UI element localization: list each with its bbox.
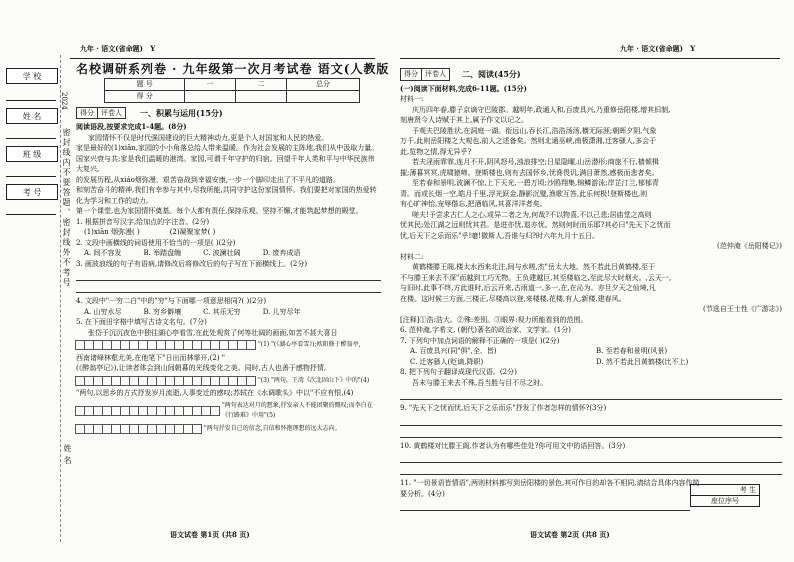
q5-text-line: "两句抒发自己的信念,自信和怀抱理想的远大志向。 [204, 424, 341, 432]
year-mark: 2024 [60, 92, 68, 110]
page1-column [76, 62, 390, 436]
class-field-line [6, 176, 56, 177]
passage-line: 嗟夫!予尝求古仁人之心,或异二者之为,何哉?不以物喜,不以己悲;居庙堂之高则 [412, 210, 652, 219]
page2-header: 九年 · 语文(省命题) Y [620, 44, 696, 53]
passage-line: 至若春和景明,波澜不惊,上下天光,一碧万顷;沙鸥翔集,锦鳞游泳;岸芷汀兰,郁郁青 [412, 179, 659, 187]
annotation-notes: [注释]①浩:浩大。②殊:差别。③眼界:视力所能看到的范围。 [400, 315, 588, 324]
grader-name-label: 评卷人 [425, 70, 446, 78]
q2-option[interactable]: A. 间不容发 [84, 249, 122, 257]
score-table-header: 一 [185, 78, 236, 90]
q8-sentence: 吾未与滕王来去不殊,吾当胜与目不尽之时。 [412, 378, 548, 387]
page1-title: 名校调研系列卷 · 九年级第一次月考试卷 语文(人教版 [76, 62, 390, 76]
passage2-line: 与旧时,此事不终,方此谁时,后云开来,古雨道一,多一,在,在沁为。亦旦夕天之仙境,凡 [400, 284, 656, 292]
passage-line: 忧,后天下之乐而乐"乎!噫!微斯人,吾谁与归?时六年九月十五日。 [400, 231, 600, 240]
seal-line-text: 密封线内不要答题、密封线外不考号 [62, 128, 71, 288]
score-table [104, 78, 360, 103]
passage-line: 此,览物之情,得无异乎? [400, 147, 472, 156]
question-9: 9. "先天下之忧而忧,后天下之乐而乐"抒发了作者怎样的情怀?(3分) [400, 404, 607, 412]
q5-answer-grid[interactable] [76, 406, 220, 416]
q8-answer-line[interactable] [400, 391, 782, 400]
page1-header: 九年 · 语文(省命题) Y [80, 44, 156, 53]
q10-answer-line[interactable] [400, 454, 782, 463]
grader-score-label: 得分 [401, 69, 422, 80]
q5-text-line: 张岱于沉沉夜色中独往湖心亭看雪,在此处观赏了何等壮阔的画面,如苦不甚大喜日 [88, 328, 338, 337]
q9-answer-line[interactable] [400, 417, 782, 426]
passage-line: 国家兴衰与共;家是我们温暖的港湾。家园,可谓千年守护的归宿。回望千年人类和平与中华民族伟大复兴, [76, 154, 375, 173]
passage-line: 万千,此则岳阳楼之大观也,前人之述备矣。然则北通巫峡,南极潇湘,迁客骚人,多会于 [400, 137, 657, 145]
q4-option[interactable]: D. 儿穷尽年 [262, 307, 301, 316]
binding-sidebar [6, 60, 58, 500]
q4-option[interactable]: B. 穷乡僻壤 [143, 307, 182, 316]
question-7: 7. 下列句中加点词语的解释不正确的一项是( )(2分) [400, 336, 560, 345]
q1-item[interactable]: (2)凝聚家梦( ) [169, 228, 216, 236]
name-field-label: 姓 名 [6, 108, 58, 124]
section1-intro: 阅读语段,按要求完成1-4题。(8分) [76, 122, 187, 131]
score-table-label: 得 分 [105, 90, 185, 102]
section2-subheading: (一)阅读下面材料,完成6-11题。(15分) [400, 83, 527, 93]
header-rule-right [400, 58, 780, 59]
q5-answer-grid[interactable] [76, 340, 256, 350]
passage-line: 家是最好的(1)xiān,家园的小小角落总给人带来温暖。作为社会发展的主阵地,我们从中汲取力量。 [76, 144, 379, 152]
q9-answer-line[interactable] [400, 429, 782, 438]
passage-line: 家园情怀不仅是时代强国建设的巨大精神动力,更是个人对国家和人民的热爱。 [88, 133, 329, 142]
name-field-line [6, 138, 56, 139]
name-vertical-label: 姓名 [63, 444, 72, 468]
grader-box [400, 68, 450, 81]
question-11: 11. "一切景语皆情语",两则材料都写到岳阳楼的景色,其可作目的却各不相同,请结合具体内容作简要分析。(4分) [400, 479, 700, 498]
grader-score-label: 得分 [77, 108, 98, 119]
question-5: 5. 在下面田字格中填写古诗文名句。(7分) [76, 318, 207, 326]
score-cell[interactable] [286, 90, 359, 102]
exam-number-label: 考 号 [6, 184, 58, 200]
q7-option[interactable]: A. 百废具兴(同"俱",全、皆) [410, 347, 497, 355]
passage-line: 有心旷神怡,宠辱偕忘,把酒临风,其喜洋洋者矣。 [400, 200, 547, 208]
question-4: 4. 文段中"一穷二白"中的"穷"与下面哪一项意思相同?( )(2分) [76, 297, 267, 305]
q4-option[interactable]: C. 其乐无穷 [203, 307, 241, 316]
material2-label: 材料二: [400, 252, 424, 261]
school-field-label: 学 校 [6, 68, 58, 84]
score-table-header: 二 [236, 78, 287, 90]
material1-label: 材料一: [400, 95, 424, 103]
section2-heading: 二、阅读(45分) [462, 69, 521, 79]
q11-answer-line[interactable] [400, 502, 690, 511]
q7-option[interactable]: D. 然不若此吕黄鹤楼(比不上) [596, 357, 689, 366]
q7-option[interactable]: B. 至若春和景明(风景) [596, 347, 668, 355]
seat-box-label: 座位序号 [711, 497, 739, 505]
q5-text-line: "(3) "两句。王湾《次北固山下》中的"(4) [258, 376, 370, 384]
q5-text-line: "两句,以思乡的方式抒发岁月流逝,人事变迁的感叹;苏轼在《水调歌头》中以"不应有恨,(4) [76, 389, 354, 397]
class-field-label: 班 级 [6, 146, 58, 162]
q2-option[interactable]: B. 举踏盘缠 [143, 249, 182, 257]
question-1: 1. 根据拼音写汉字,给加点的字注音。(2分) [76, 217, 210, 226]
question-8: 8. 把下列句子翻译成现代汉语。(2分) [400, 368, 517, 376]
q2-option[interactable]: D. 废弃成语 [262, 249, 301, 257]
passage-line: 若夫淫雨霏霏,连月不开,阴风怒号,浊浪排空;日星隐曜,山岳潜形;商旅不行,樯倾楫 [412, 158, 659, 166]
question-10: 10. 黄鹤楼对比滕王阁,作者认为有哪些佳处?你可用文中的语回答。(3分) [400, 441, 626, 450]
q5-text-line: "两句表达对月的想象,抒发亲人不能团聚的慨叹;而李白在《行路难》中用"(5) [222, 401, 373, 419]
q5-answer-grid[interactable] [76, 424, 202, 434]
grader-name-label: 评卷人 [101, 108, 122, 117]
page2-column [400, 68, 782, 514]
source2: (节选自王士性《广游志》) [703, 305, 782, 313]
q5-text-line: (《醉翁亭记》),让读者体会到山间朝暮的光线变化之美。同时,古人也善于感物抒情, [76, 364, 327, 372]
score-table-header: 总分 [286, 78, 359, 90]
passage-line: 和刻苦奋斗的精神,我们有幸参与其中,尽我所能,共同守护这份家国情怀。我们要把对家国的热爱转化为学习和工作的动力, [76, 186, 377, 205]
passage-line: 刻唐贤今人诗赋于其上,属予作文以记之。 [400, 116, 529, 124]
header-rule-left [70, 58, 375, 59]
q10-answer-line[interactable] [400, 466, 782, 475]
grader-box [76, 107, 126, 120]
exam-number-line [6, 214, 56, 215]
seat-number-box [690, 484, 760, 507]
passage2-line: 在楼。这时候三方面,三楼正,尽楼高以登,来楼楼,花楼,有人,新楼,建春风。 [400, 294, 626, 303]
passage-line: 庆历四年春,滕子京谪守巴陵郡。越明年,政通人和,百废具兴,乃重修岳阳楼,增其旧制, [412, 105, 671, 114]
passage-line: 忧其民;处江湖之远则忧其君。是进亦忧,退亦忧。然则何时而乐耶?其必曰"先天下之忧而 [400, 221, 671, 229]
question-3: 3. 画波浪线的句子有语病,请修改后将修改后的句子写在下面横线上。(2分) [76, 259, 308, 268]
passage-line: 第一个课堂,也为家国情怀奠基。每个人都有责任,保持乐观、坚持不懈,才能筑起梦想的殿堂。 [76, 207, 363, 215]
q1-item[interactable]: (1)xiān 烟弥漫( ) [84, 228, 140, 236]
q7-option[interactable]: C. 迁客骚人(贬谪,降职) [410, 357, 484, 366]
q5-text-line: 西南诸峰林壑尤美,在他笔下"日出而林霏开,(2) " [76, 353, 226, 362]
passage-line: 的发展历程,从xiáo烟弥漫、艰苦奋战到幸福安康,一步一个脚印走出了不平凡的道路。 [76, 175, 341, 184]
q5-answer-grid[interactable] [76, 376, 256, 386]
q5-text-line: "(1) "(《湖心亭看雪》);欧阳修于醉翁亭, [258, 341, 361, 348]
question-6: 6. 范仲淹,字希文, (朝代)著名的政治家、文学家。(1分) [400, 326, 571, 334]
passage-line: 摧;薄暮冥冥,虎啸猿啼。登斯楼也,则有去国怀乡,忧谗畏讥,满目萧然,感极而悲者矣。 [400, 168, 659, 177]
source1: (范仲淹《岳阳楼记》) [717, 242, 782, 250]
q2-option[interactable]: C. 波澜壮阔 [203, 249, 241, 257]
page2-footer: 语文试卷 第2页 (共8 页) [530, 530, 610, 539]
passage2-line: 不与滕王来去不深"而越到工巧无物。王负建越巨,其至楼临之,至此尽大时烟火。,云天一, [400, 273, 672, 282]
passage-line: 予观夫巴陵胜状,在洞庭一湖。衔远山,吞长江,浩浩汤汤,横无际涯;朝晖夕阴,气象 [412, 126, 657, 135]
school-field-line [6, 100, 56, 101]
q3-answer-line[interactable] [76, 284, 381, 293]
score-cell[interactable] [185, 90, 236, 102]
seat-box-label: 考 生 [691, 485, 759, 496]
score-cell[interactable] [236, 90, 287, 102]
q4-option[interactable]: A. 山穷水尽 [84, 307, 122, 316]
score-table-header: 题 号 [105, 78, 185, 90]
seal-dashed-line [60, 55, 61, 542]
page1-footer: 语文试卷 第1页 (共8 页) [170, 530, 250, 539]
section1-heading: 一、积累与运用(15分) [140, 107, 223, 118]
passage2-line: 黄鹤楼滕王阁,楼太水西来北注,间与水嗟,杰"岳太大地。然不若此吕黄鹤楼,至于 [412, 263, 656, 271]
passage-line: 青。而或长烟一空,皓月千里,浮光跃金,静影沉璧,渔歌互答,此乐何极!登斯楼也,则 [400, 189, 648, 198]
question-2: 2. 文段中画横线的词语使用不恰当的一项是( )(2分) [76, 238, 236, 247]
q3-answer-line[interactable] [76, 272, 381, 281]
